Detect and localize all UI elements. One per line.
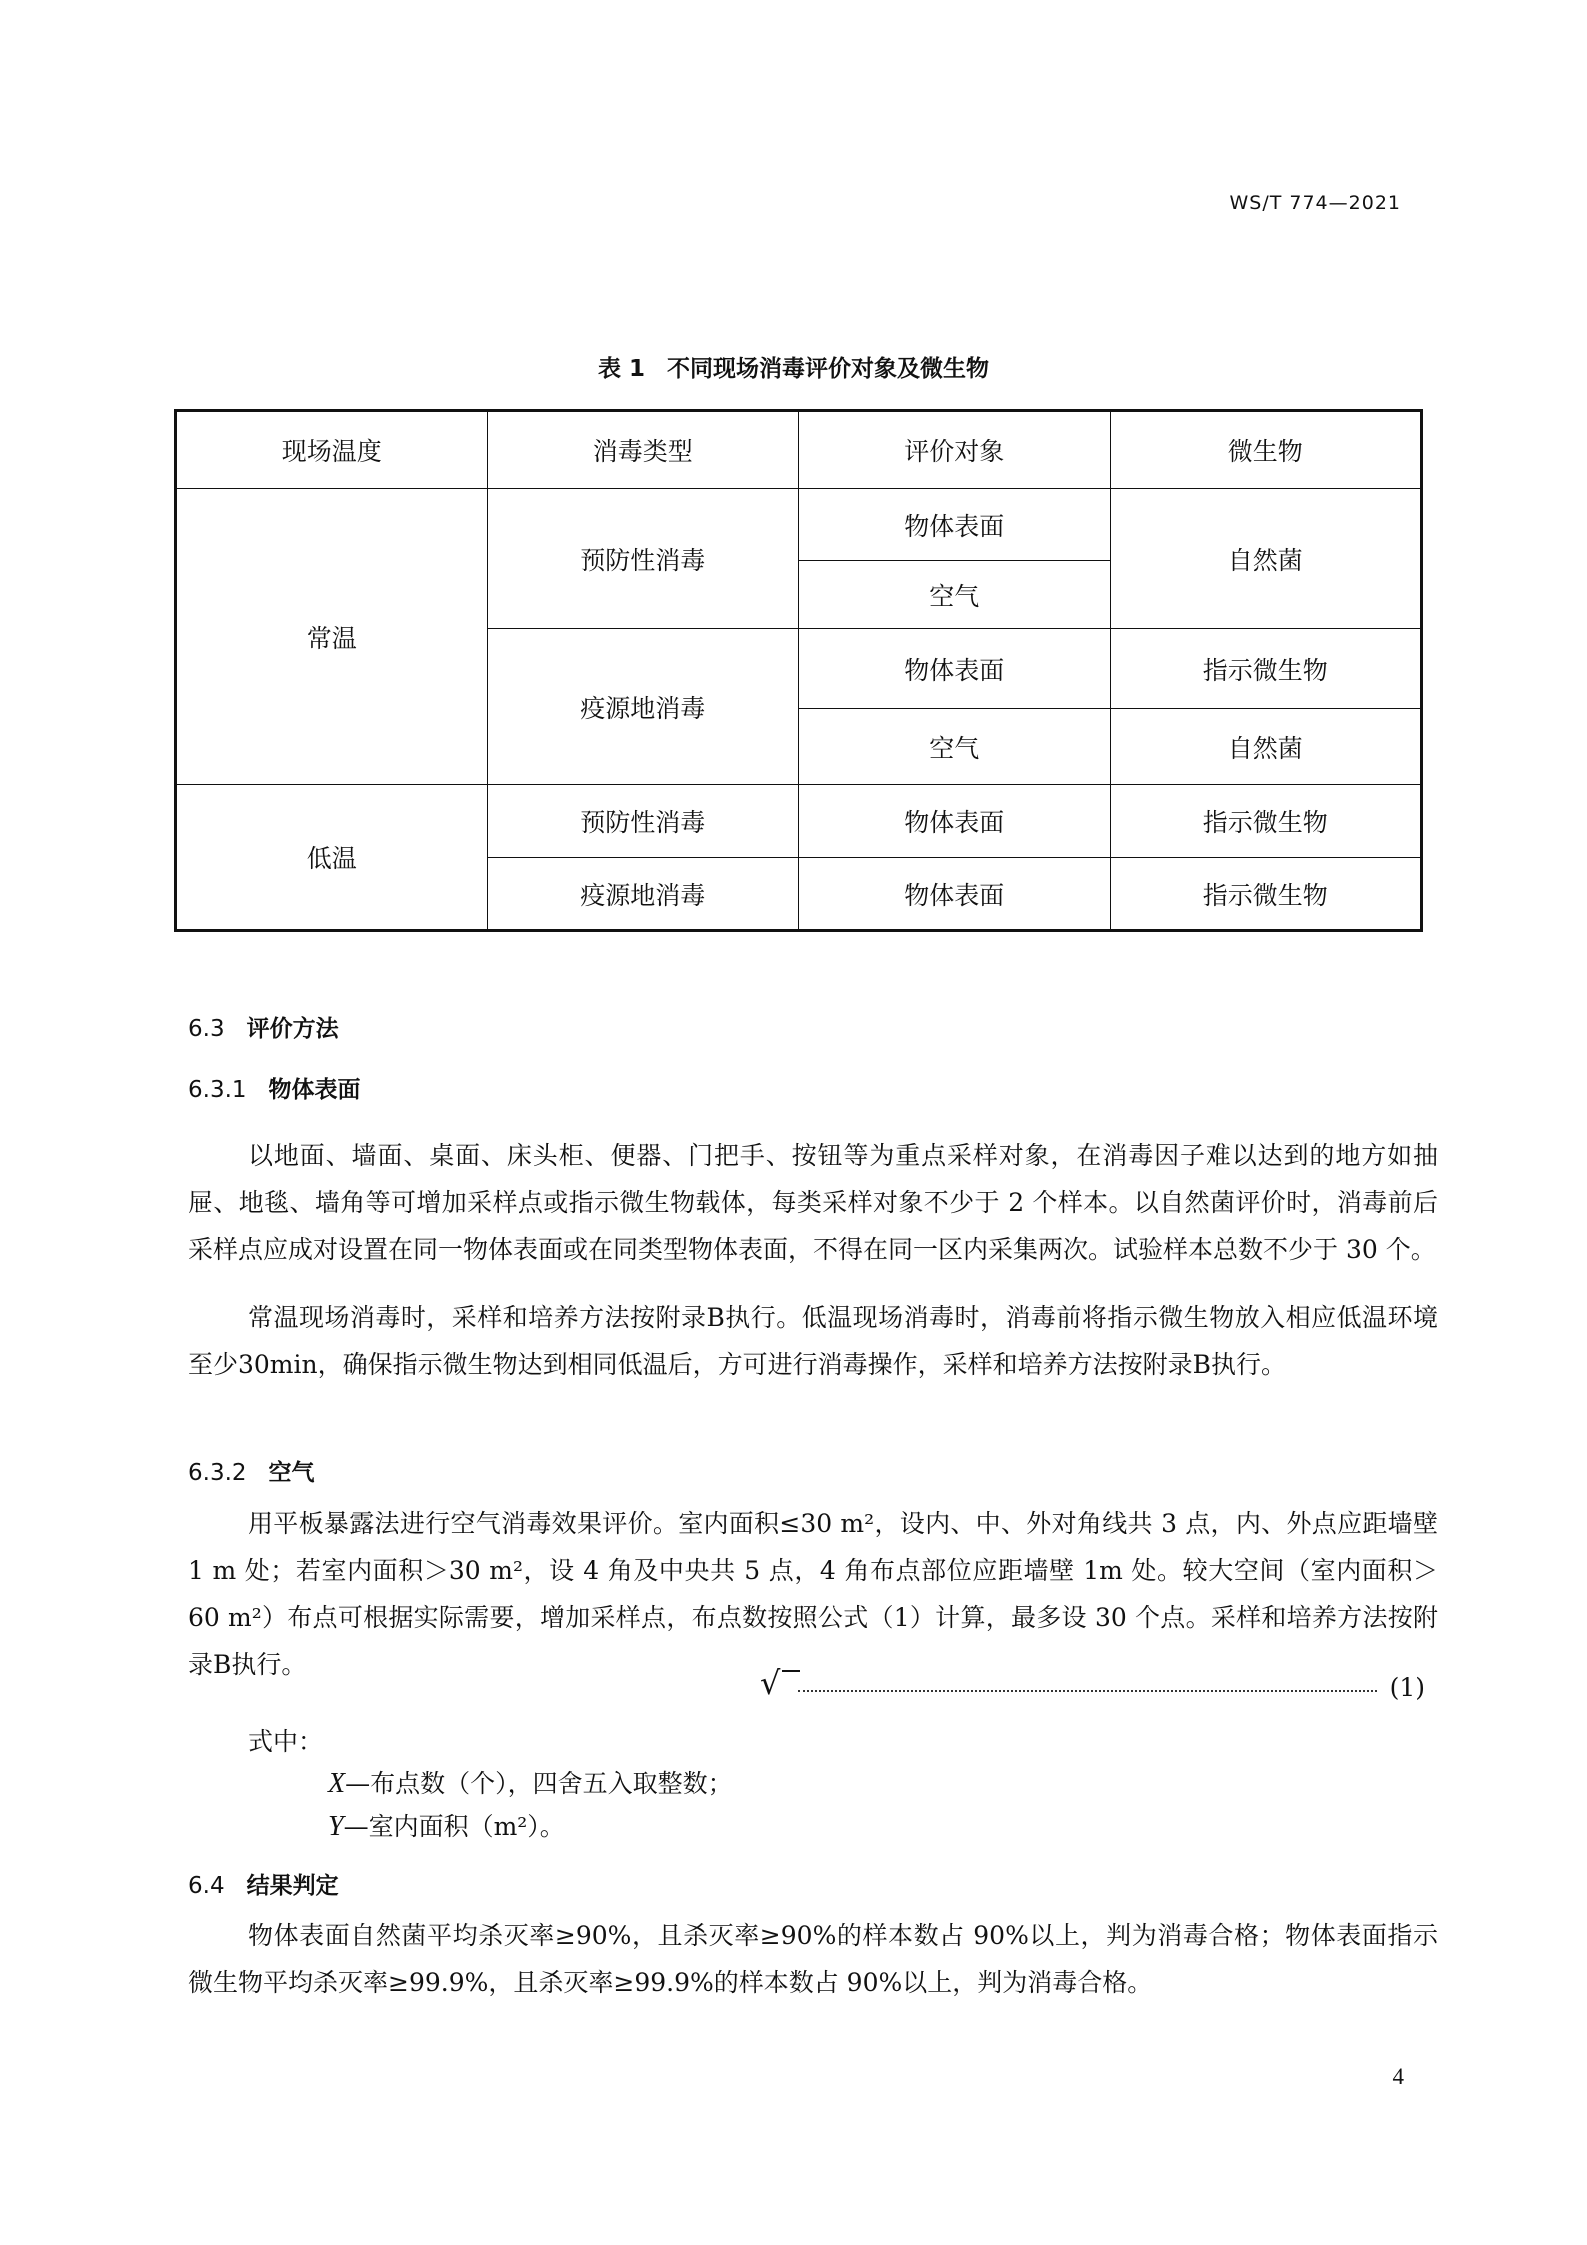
- table-header-cell: 现场温度: [176, 411, 488, 489]
- table-caption-label: 表 1: [597, 356, 645, 382]
- table-header-cell: 评价对象: [799, 411, 1111, 489]
- evaluation-object-cell: 空气: [799, 561, 1111, 629]
- disinfection-evaluation-table: [174, 409, 1423, 932]
- paragraph-6-3-2: 用平板暴露法进行空气消毒效果评价。室内面积≤30 m²，设内、中、外对角线共 3 点，内、外点应距墙壁 1 m 处；若室内面积＞30 m²，设 4 角及中央共 5 点，4 角布点部位应距墙壁 1m 处。较大空间（室内面积＞60 m²）布点可根据实际需要，增加采样点，布点数按照公式（1）计算，最多设 30 个点。采样和培养方法按附录B执行。: [188, 1509, 1438, 1679]
- temperature-cell: 常温: [176, 489, 488, 785]
- disinfection-type-cell: 疫源地消毒: [487, 858, 799, 931]
- microbe-cell: 指示微生物: [1110, 785, 1422, 858]
- disinfection-type-cell: 预防性消毒: [487, 489, 799, 629]
- formula-leader-dots: [798, 1690, 1377, 1692]
- square-root-icon: √: [760, 1664, 781, 1702]
- paragraph-6-3-1-a: 以地面、墙面、桌面、床头柜、便器、门把手、按钮等为重点采样对象，在消毒因子难以达到的地方如抽屉、地毯、墙角等可增加采样点或指示微生物载体，每类采样对象不少于 2 个样本。以自然菌评价时，消毒前后采样点应成对设置在同一物体表面或在同类型物体表面，不得在同一区内采集两次。试验样本总数不少于 30 个。: [188, 1141, 1438, 1264]
- standard-code: WS/T 774—2021: [1229, 192, 1401, 214]
- section-heading-6-3-2: 6.3.2 空气: [188, 1460, 315, 1486]
- table-header-cell: 消毒类型: [487, 411, 799, 489]
- microbe-cell: 自然菌: [1110, 489, 1422, 629]
- formula-1: [760, 1664, 1425, 1708]
- section-heading-6-3: 6.3 评价方法: [188, 1016, 339, 1042]
- variable-x-definition: X—布点数（个），四舍五入取整数；: [328, 1768, 733, 1799]
- table-caption: [0, 350, 1587, 383]
- evaluation-object-cell: 物体表面: [799, 785, 1111, 858]
- evaluation-object-cell: 物体表面: [799, 858, 1111, 931]
- table-header-cell: 微生物: [1110, 411, 1422, 489]
- disinfection-type-cell: 预防性消毒: [487, 785, 799, 858]
- evaluation-object-cell: 物体表面: [799, 489, 1111, 561]
- paragraph-6-3-1-b: 常温现场消毒时，采样和培养方法按附录B执行。低温现场消毒时，消毒前将指示微生物放入相应低温环境至少30min，确保指示微生物达到相同低温后，方可进行消毒操作，采样和培养方法按附录B执行。: [188, 1303, 1438, 1379]
- microbe-cell: 指示微生物: [1110, 629, 1422, 709]
- table-row: [176, 785, 1422, 858]
- paragraph-6-4: 物体表面自然菌平均杀灭率≥90%，且杀灭率≥90%的样本数占 90%以上，判为消毒合格；物体表面指示微生物平均杀灭率≥99.9%，且杀灭率≥99.9%的样本数占 90%以上，判为消毒合格。: [188, 1921, 1438, 1997]
- table-row: [176, 489, 1422, 561]
- table-caption-title: 不同现场消毒评价对象及微生物: [667, 356, 989, 382]
- variable-y-definition: Y—室内面积（m²）。: [328, 1811, 565, 1842]
- formula-number: (1): [1389, 1673, 1425, 1702]
- microbe-cell: 指示微生物: [1110, 858, 1422, 931]
- page-number: 4: [1392, 2064, 1404, 2089]
- microbe-cell: 自然菌: [1110, 709, 1422, 785]
- section-heading-6-4: 6.4 结果判定: [188, 1873, 339, 1899]
- formula-where-label: 式中：: [248, 1727, 324, 1756]
- evaluation-object-cell: 空气: [799, 709, 1111, 785]
- disinfection-type-cell: 疫源地消毒: [487, 629, 799, 785]
- table-header-row: [176, 411, 1422, 489]
- temperature-cell: 低温: [176, 785, 488, 931]
- section-heading-6-3-1: 6.3.1 物体表面: [188, 1077, 361, 1103]
- evaluation-object-cell: 物体表面: [799, 629, 1111, 709]
